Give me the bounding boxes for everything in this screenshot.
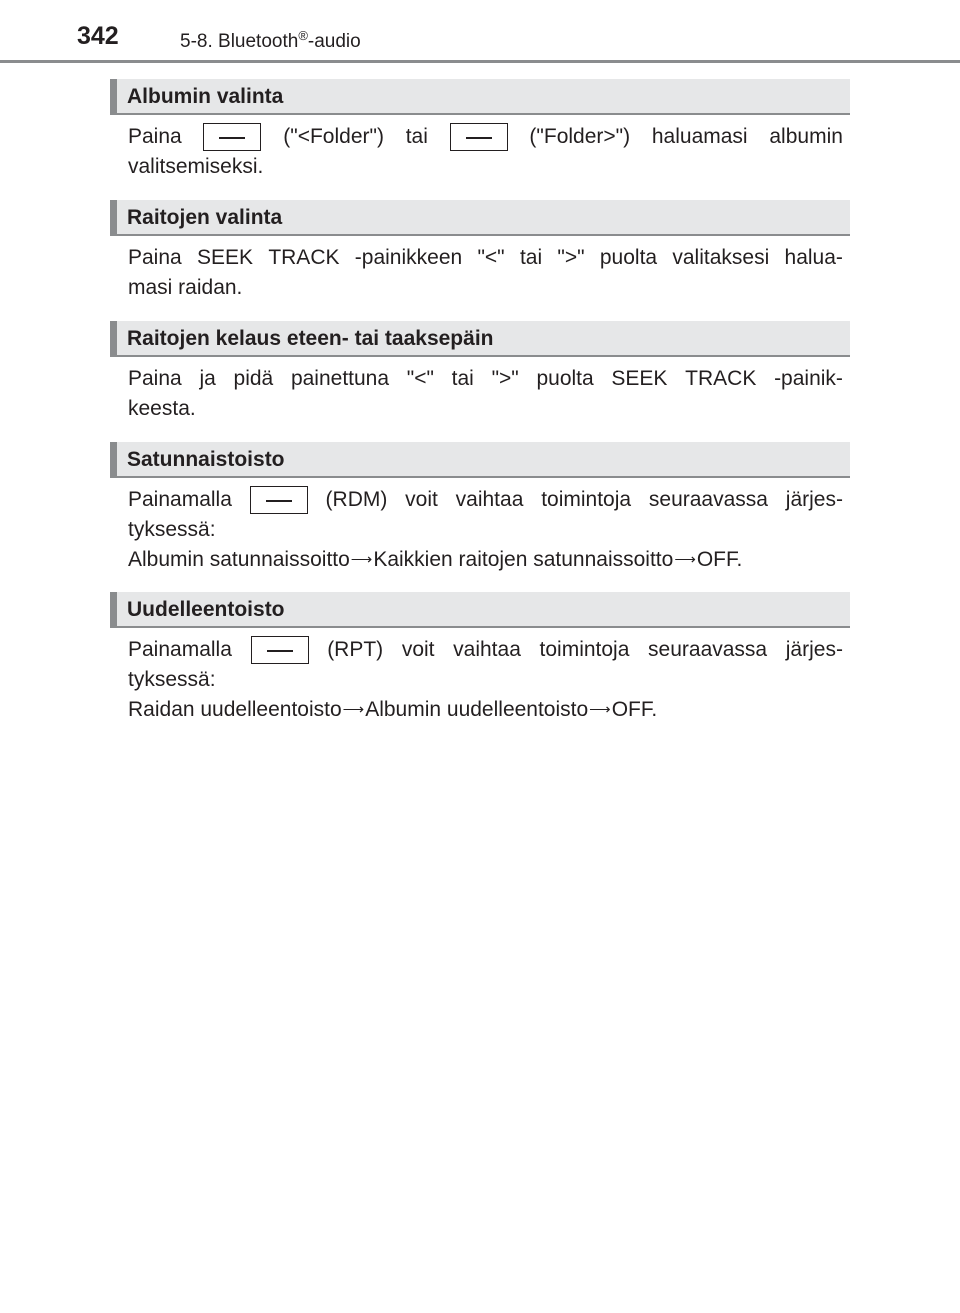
paragraph-random-play bbox=[128, 485, 843, 575]
word: seuraavassa bbox=[648, 488, 768, 511]
paragraph-album-select bbox=[128, 122, 843, 182]
sequence-step: Kaikkien raitojen satunnaissoitto bbox=[373, 548, 674, 571]
text-line bbox=[128, 122, 843, 152]
text-line bbox=[128, 364, 843, 394]
sequence-step: OFF. bbox=[696, 548, 743, 571]
section-heading-fast-forward-rewind bbox=[110, 321, 850, 357]
word: tai bbox=[519, 246, 543, 269]
paragraph-fast-forward-rewind bbox=[128, 364, 843, 424]
section-accent bbox=[110, 442, 117, 476]
word: ("<Folder") bbox=[283, 125, 384, 148]
word: seuraavassa bbox=[648, 638, 768, 661]
word: albumin bbox=[769, 125, 843, 148]
header-rule bbox=[0, 60, 960, 63]
text-line: masi raidan. bbox=[128, 276, 243, 299]
word: tai bbox=[405, 125, 428, 148]
word: vaihtaa bbox=[455, 488, 524, 511]
word: ja bbox=[199, 367, 216, 390]
word: -painik- bbox=[774, 367, 843, 390]
section-accent bbox=[110, 321, 117, 355]
word: järjes- bbox=[785, 638, 843, 661]
word: TRACK bbox=[685, 367, 757, 390]
word: Paina bbox=[128, 367, 182, 390]
button-symbol-icon bbox=[251, 636, 309, 664]
chapter-prefix: 5-8. Bluetooth bbox=[180, 31, 299, 52]
word: Painamalla bbox=[128, 638, 232, 661]
text-line bbox=[128, 485, 843, 515]
word: puolta bbox=[536, 367, 594, 390]
sequence-step: Albumin uudelleentoisto bbox=[365, 698, 589, 721]
registered-mark: ® bbox=[298, 28, 308, 43]
sequence-step: Albumin satunnaissoitto bbox=[128, 548, 350, 571]
word: ">" bbox=[557, 246, 585, 269]
word: tai bbox=[451, 367, 474, 390]
sequence-step: Raidan uudelleentoisto bbox=[128, 698, 342, 721]
word: painettuna bbox=[290, 367, 390, 390]
text-line: valitsemiseksi. bbox=[128, 155, 264, 178]
text-line bbox=[128, 635, 843, 665]
sequence-step: OFF. bbox=[611, 698, 658, 721]
button-symbol-icon bbox=[250, 486, 308, 514]
chapter-suffix: -audio bbox=[307, 31, 361, 52]
section-title: Albumin valinta bbox=[127, 85, 284, 108]
section-heading-random-play bbox=[110, 442, 850, 478]
sequence-line bbox=[128, 545, 843, 575]
section-heading-repeat-play bbox=[110, 592, 850, 628]
word: SEEK bbox=[197, 246, 254, 269]
section-accent bbox=[110, 592, 117, 626]
paragraph-track-select bbox=[128, 243, 843, 303]
word: toimintoja bbox=[541, 488, 632, 511]
word: TRACK bbox=[268, 246, 340, 269]
right-arrow-icon: ⟶ bbox=[674, 551, 696, 568]
word: "<" bbox=[477, 246, 505, 269]
word: voit bbox=[401, 638, 435, 661]
chapter-title bbox=[180, 28, 361, 53]
word: -painikkeen bbox=[354, 246, 463, 269]
section-title: Uudelleentoisto bbox=[127, 598, 285, 621]
button-symbol-icon bbox=[203, 123, 261, 151]
section-title: Raitojen valinta bbox=[127, 206, 283, 229]
sequence-line bbox=[128, 695, 843, 725]
page-header bbox=[0, 0, 960, 62]
word: haluamasi bbox=[651, 125, 748, 148]
word: järjes- bbox=[785, 488, 843, 511]
word: puolta bbox=[599, 246, 658, 269]
word: ("Folder>") bbox=[529, 125, 631, 148]
right-arrow-icon: ⟶ bbox=[589, 701, 611, 718]
word: voit bbox=[405, 488, 438, 511]
section-title: Satunnaistoisto bbox=[127, 448, 285, 471]
paragraph-repeat-play bbox=[128, 635, 843, 725]
word: SEEK bbox=[611, 367, 668, 390]
text-line: keesta. bbox=[128, 397, 196, 420]
word: (RPT) bbox=[327, 638, 384, 661]
word: toimintoja bbox=[539, 638, 630, 661]
button-symbol-icon bbox=[450, 123, 508, 151]
word: "<" bbox=[406, 367, 434, 390]
word: vaihtaa bbox=[453, 638, 521, 661]
text-line: tyksessä: bbox=[128, 518, 216, 541]
page-number: 342 bbox=[77, 22, 119, 50]
section-heading-album-select bbox=[110, 79, 850, 115]
word: ">" bbox=[491, 367, 519, 390]
word: Paina bbox=[128, 246, 182, 269]
right-arrow-icon: ⟶ bbox=[342, 701, 365, 718]
word: pidä bbox=[233, 367, 274, 390]
section-accent bbox=[110, 79, 117, 113]
word: halua- bbox=[784, 246, 843, 269]
text-line bbox=[128, 243, 843, 273]
word: (RDM) bbox=[325, 488, 388, 511]
word: Paina bbox=[128, 125, 182, 148]
right-arrow-icon: ⟶ bbox=[350, 551, 373, 568]
section-heading-track-select bbox=[110, 200, 850, 236]
word: valitaksesi bbox=[672, 246, 770, 269]
section-accent bbox=[110, 200, 117, 234]
word: Painamalla bbox=[128, 488, 232, 511]
section-title: Raitojen kelaus eteen- tai taaksepäin bbox=[127, 327, 494, 350]
text-line: tyksessä: bbox=[128, 668, 216, 691]
